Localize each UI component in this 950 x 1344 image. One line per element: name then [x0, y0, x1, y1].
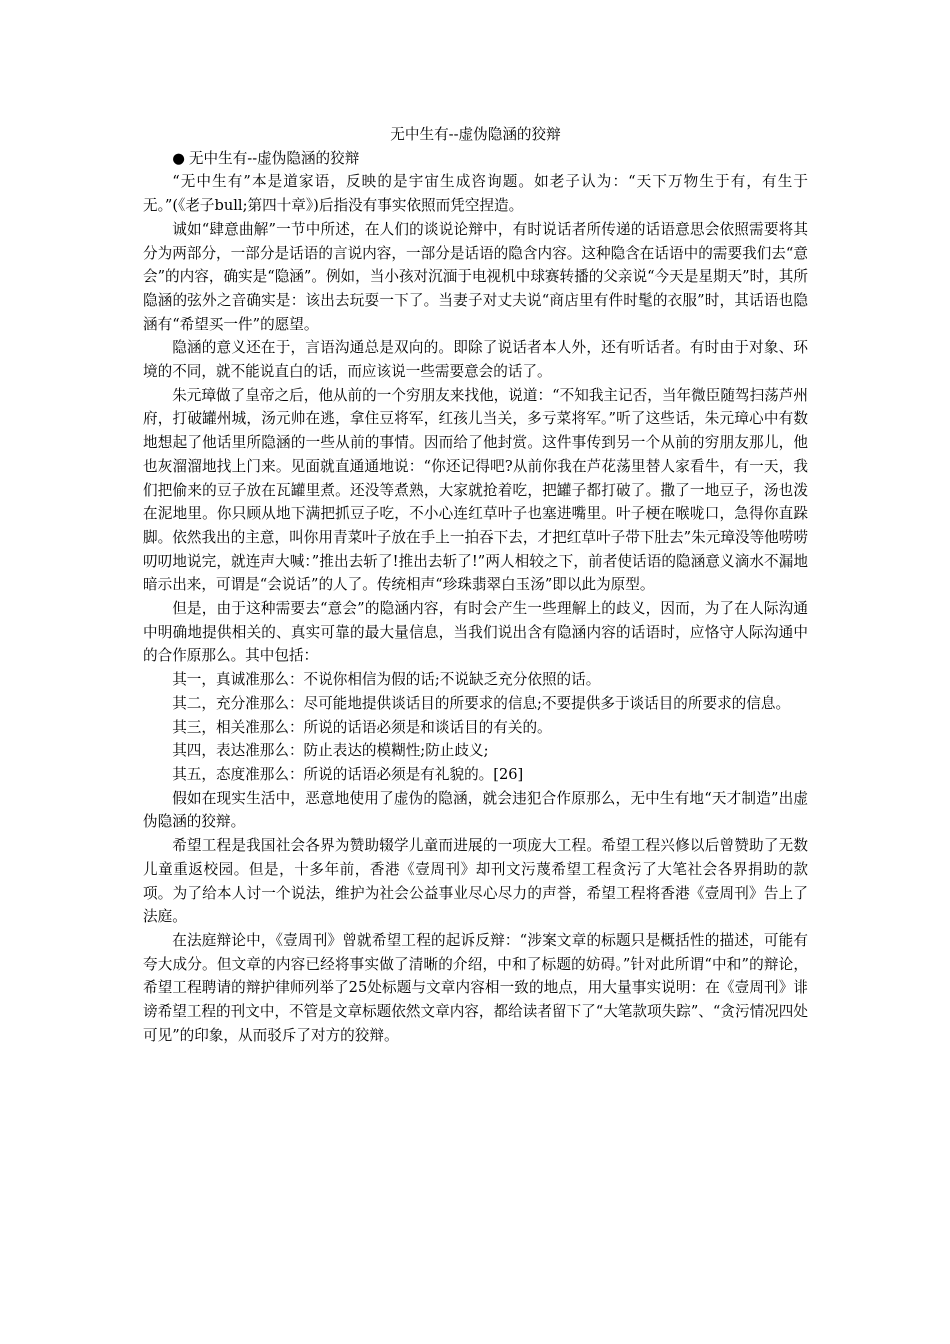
bullet-heading-text: 无中生有--虚伪隐涵的狡辩 [188, 149, 360, 167]
bullet-heading [143, 147, 808, 171]
principle-5: 其五，态度准那么：所说的话语必须是有礼貌的。[26] [172, 765, 524, 783]
principle-1: 其一，真诚准那么：不说你相信为假的话;不说缺乏充分依照的话。 [172, 671, 601, 689]
paragraph-8: 在法庭辩论中，《壹周刊》曾就希望工程的起诉反辩：“涉案文章的标题只是概括性的描述，可能有夸大成分。但文章的内容已经将事实做了清晰的介绍，中和了标题的妨碍。”针对此所谓“中和”的辩论，希望工程聘请的辩护律师列举了25处标题与文章内容相一致的地点，用大量事实说明：在《壹周刊》诽谤希望工程的刊文中，不管是文章标题依然文章内容，都给读者留下了“大笔款项失踪”、“贪污情况四处可见”的印象，从而驳斥了对方的狡辩。 [143, 931, 808, 1044]
paragraph-3: 隐涵的意义还在于，言语沟通总是双向的。即除了说话者本人外，还有听话者。有时由于对象、环境的不同，就不能说直白的话，而应该说一些需要意会的话了。 [143, 339, 808, 381]
paragraph-6: 假如在现实生活中，恶意地使用了虚伪的隐涵，就会违犯合作原那么，无中生有地“天才制造”出虚伪隐涵的狡辩。 [143, 789, 808, 831]
paragraph-4: 朱元璋做了皇帝之后，他从前的一个穷朋友来找他，说道：“不知我主记否，当年微臣随驾扫荡芦州府，打破罐州城，汤元帅在逃，拿住豆将军，红孩儿当关，多亏菜将军。”听了这些话，朱元璋心中有数地想起了他话里所隐涵的一些从前的事情。因而给了他封赏。这件事传到另一个从前的穷朋友那儿，他也灰溜溜地找上门来。见面就直通通地说：“你还记得吧?从前你我在芦花荡里替人家看牛，有一天，我们把偷来的豆子放在瓦罐里煮。还没等煮熟，大家就抢着吃，把罐子都打破了。撒了一地豆子，汤也泼在泥地里。你只顾从地下满把抓豆子吃，不小心连红草叶子也塞进嘴里。叶子梗在喉咙口，急得你直跺脚。依然我出的主意，叫你用青菜叶子放在手上一拍吞下去，才把红草叶子带下肚去”朱元璋没等他唠唠叨叨地说完，就连声大喊：”推出去斩了!推出去斩了!”两人相较之下，前者使话语的隐涵意义滴水不漏地暗示出来，可谓是“会说话”的人了。传统相声“珍珠翡翠白玉汤”即以此为原型。 [143, 386, 808, 594]
principle-3: 其三，相关准那么：所说的话语必须是和谈话目的有关的。 [172, 718, 552, 736]
paragraph-1: “无中生有”本是道家语，反映的是宇宙生成咨询题。如老子认为：“天下万物生于有，有生于无。”(《老子bull;第四十章》)后指没有事实依照而凭空捏造。 [143, 173, 808, 215]
document-page [143, 123, 808, 1047]
principle-2: 其二，充分准那么：尽可能地提供谈话目的所要求的信息;不要提供多于谈话目的所要求的信息。 [172, 694, 791, 712]
paragraph-5: 但是，由于这种需要去“意会”的隐涵内容，有时会产生一些理解上的歧义，因而，为了在人际沟通中明确地提供相关的、真实可靠的最大量信息，当我们说出含有隐涵内容的话语时，应恪守人际沟通中的合作原那么。其中包括： [143, 600, 808, 665]
principle-4: 其四，表达准那么：防止表达的模糊性;防止歧义; [172, 742, 489, 760]
paragraph-2: 诚如“肆意曲解”一节中所述，在人们的谈说论辩中，有时说话者所传递的话语意思会依照需要将其分为两部分，一部分是话语的言说内容，一部分是话语的隐含内容。这种隐含在话语中的需要我们去“意会”的内容，确实是“隐涵”。例如，当小孩对沉湎于电视机中球赛转播的父亲说“今天是星期天”时，其所隐涵的弦外之音确实是：该出去玩耍一下了。当妻子对丈夫说“商店里有件时髦的衣服”时，其话语也隐涵有“希望买一件”的愿望。 [143, 220, 808, 333]
paragraph-7: 希望工程是我国社会各界为赞助辍学儿童而进展的一项庞大工程。希望工程兴修以后曾赞助了无数儿童重返校园。但是，十多年前，香港《壹周刊》却刊文污蔑希望工程贪污了大笔社会各界捐助的款项。为了给本人讨一个说法，维护为社会公益事业尽心尽力的声誉，希望工程将香港《壹周刊》告上了法庭。 [143, 837, 808, 926]
bullet-dot-icon: ● [172, 149, 185, 167]
document-title: 无中生有--虚伪隐涵的狡辩 [390, 126, 561, 143]
